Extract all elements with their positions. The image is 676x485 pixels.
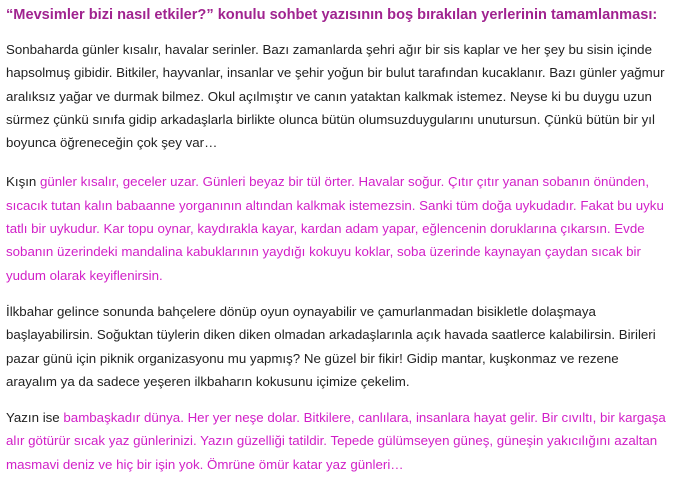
paragraph-summer-completion: bambaşkadır dünya. Her yer neşe dolar. Bitkilere, canlılara, insanlara hayat gelir. Bir cıvıltı, bir kargaşa alır götürür sıcak yaz günlerinizi. Yazın güzelliği tatildir. Tepede gülümseyen güneş, güneşin yakıcılığını azaltan masmavi deniz ve hiç bir işin yok. Ömrüne ömür katar yaz günleri… — [6, 410, 666, 472]
paragraph-summer — [6, 406, 666, 476]
paragraph-winter-lead: Kışın — [6, 174, 40, 190]
paragraph-summer-lead: Yazın ise — [6, 410, 64, 426]
paragraph-winter-completion: günler kısalır, geceler uzar. Günleri beyaz bir tül örter. Havalar soğur. Çıtır çıtır yanan sobanın önünden, sıcacık tutan kalın babaanne yorganının altından kalkmak istemezsin. Sanki tüm doğa uykudadır. Fakat bu uyku tatlı bir uykudur. Kar topu oynar, kaydırakla kayar, kardan adam yapar, eğlencenin doruklarına çıkarsın. Evde sobanın üzerindeki mandalina kabuklarının yaydığı kokuyu koklar, soba üzerinde kaynayan çaydan sıcak bir yudum olarak keyiflenirsin. — [6, 174, 664, 283]
paragraph-winter — [6, 170, 666, 286]
paragraph-autumn-text: Sonbaharda günler kısalır, havalar serinler. Bazı zamanlarda şehri ağır bir sis kaplar ve her şey bu sisin içinde hapsolmuş gibidir. Bitkiler, hayvanlar, insanlar ve şehir yoğun bir bulut tarafından kucaklanır. Bazı günler yağmur aralıksız yağar ve durmak bilmez. Okul açılmıştır ve canın yataktan kalkmak istemez. Neyse ki bu duygu uzun sürmez çünkü sınıfa gidip arkadaşlarla birlikte olunca bütün olumsuzduygularını unutursun. Çünkü bütün bir yıl boyunca öğreneceğin çok şey var… — [6, 42, 665, 151]
paragraph-autumn — [6, 38, 666, 154]
paragraph-spring-text: İlkbahar gelince sonunda bahçelere dönüp oyun oynayabilir ve çamurlanmadan bisikletle dolaşmaya başlayabilirsin. Soğuktan tüylerin diken diken olmadan arkadaşlarınla açık havada saatlerce kalabilirsin. Birileri pazar günü için piknik organizasyonu mu yapmış? Ne güzel bir fikir! Gidip mantar, kuşkonmaz ve rezene arayalım ya da sadece yeşeren ilkbaharın kokusunu içimize çekelim. — [6, 303, 656, 389]
article-title: “Mevsimler bizi nasıl etkiler?” konulu sohbet yazısının boş bırakılan yerlerinin tamamlanması: — [6, 7, 658, 23]
paragraph-spring — [6, 300, 666, 393]
